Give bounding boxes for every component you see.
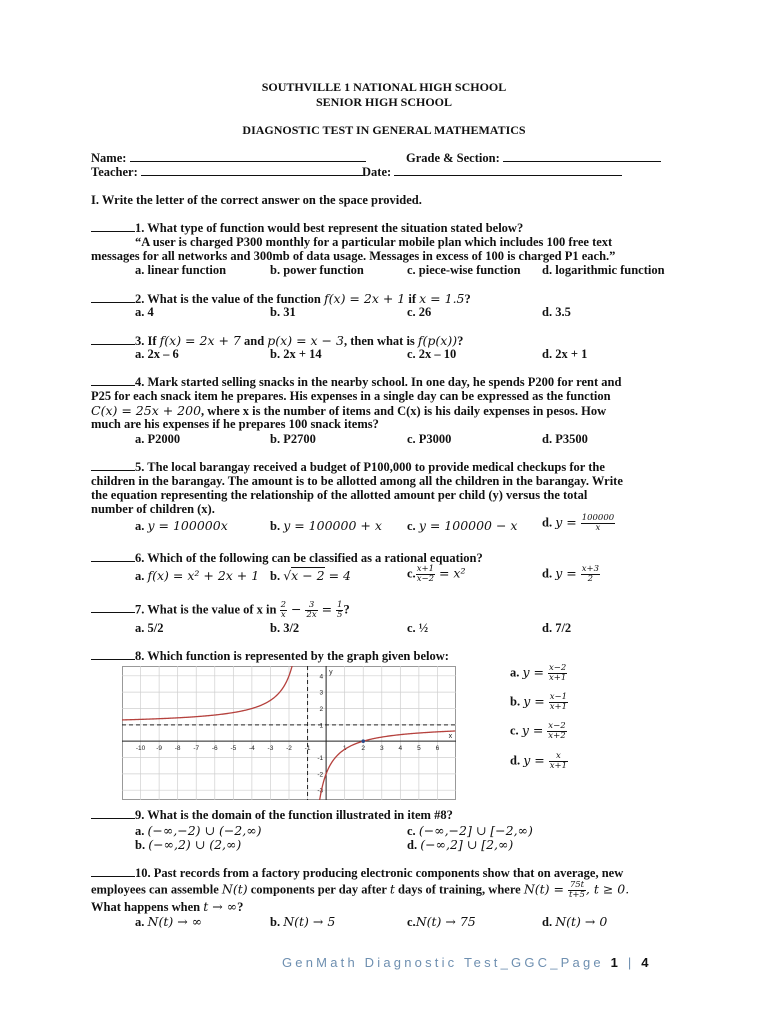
q7-option-c: c. ½ — [407, 621, 429, 635]
q7-option-a: a. 5/2 — [135, 621, 164, 635]
q4-option-c: c. P3000 — [407, 432, 452, 446]
q1-option-b: b. power function — [270, 263, 364, 277]
x-tick-label: -10 — [135, 745, 146, 753]
q3-f: f(x) = 2x + 7 — [159, 333, 241, 348]
q10-line-3: What happens when t → ∞? — [91, 899, 244, 914]
q4-line-4: much are his expenses if he prepares 100 snack items? — [91, 417, 379, 431]
q10-option-c: c.N(t) → 75 — [407, 914, 476, 929]
q9-option-d: d. (−∞,2] ∪ [2,∞) — [407, 837, 514, 852]
answer-blank-9[interactable] — [91, 818, 135, 819]
x-tick-label: -6 — [211, 745, 218, 753]
q6-stem: 6. Which of the following can be classified as a rational equation? — [135, 551, 483, 565]
x-tick-label: -7 — [193, 745, 200, 753]
q6-option-d: d. y = $\frac{x+3}{2}$ — [542, 564, 600, 584]
school-name: SOUTHVILLE 1 NATIONAL HIGH SCHOOL — [261, 80, 507, 94]
q4-line-3-rest: , where x is the number of items and C(x) is his daily expenses in pesos. How — [201, 404, 607, 418]
name-field[interactable] — [91, 151, 366, 166]
x-tick-label: -5 — [230, 745, 237, 753]
q5-option-b: b. y = 100000 + x — [270, 518, 382, 533]
question-5 — [91, 460, 605, 475]
q9-option-b: b. (−∞,2) ∪ (2,∞) — [135, 837, 242, 852]
q7-option-b: b. 3/2 — [270, 621, 300, 635]
q1-option-a: a. linear function — [135, 263, 227, 277]
q2-option-d: d. 3.5 — [542, 305, 571, 319]
q2-option-a: a. 4 — [135, 305, 154, 319]
teacher-field[interactable] — [91, 165, 363, 180]
x-tick-label: -8 — [174, 745, 181, 753]
q3-option-c: c. 2x – 10 — [407, 347, 457, 361]
q8-option-a: a. y = $\frac{x-2}{x+1}$ — [510, 663, 567, 683]
q3-option-a: a. 2x – 6 — [135, 347, 179, 361]
q4-line-1: 4. Mark started selling snacks in the nearby school. In one day, he spends P200 for rent and — [135, 375, 622, 389]
q10-line-1: 10. Past records from a factory producing electronic components show that on average, new — [135, 866, 624, 880]
q5-line-3: the equation representing the relationship of the allotted amount per child (y) versus the total — [91, 488, 588, 502]
q8-stem: 8. Which function is represented by the graph given below: — [135, 649, 449, 663]
q5-option-d: d. y = $\frac{100000}{x}$ — [542, 513, 615, 533]
q7-option-d: d. 7/2 — [542, 621, 572, 635]
q2-stem-mid: if — [405, 292, 420, 306]
answer-blank-2[interactable] — [91, 302, 135, 303]
grade-section-blank[interactable] — [503, 161, 661, 162]
q3-stem-end: ? — [457, 334, 464, 348]
q3-option-d: d. 2x + 1 — [542, 347, 588, 361]
y-tick-label: 2 — [319, 705, 324, 713]
grade-section-field[interactable] — [406, 151, 661, 166]
q5-option-a: a. y = 100000x — [135, 518, 228, 533]
q3-composition: f(p(x)) — [417, 333, 458, 348]
answer-blank-4[interactable] — [91, 385, 135, 386]
y-tick-label: 1 — [319, 722, 324, 730]
y-tick-label: 3 — [319, 689, 324, 697]
q5-option-c: c. y = 100000 − x — [407, 518, 518, 533]
x-tick-label: 4 — [398, 745, 403, 753]
answer-blank-3[interactable] — [91, 344, 135, 345]
y-axis-label: y — [329, 669, 333, 676]
x-tick-label: -4 — [248, 745, 255, 753]
q1-option-d: d. logarithmic function — [542, 263, 665, 277]
q9-stem: 9. What is the domain of the function illustrated in item #8? — [135, 808, 453, 822]
q9-option-a: a. (−∞,−2) ∪ (−2,∞) — [135, 823, 262, 838]
x-tick-label: 2 — [361, 745, 366, 753]
y-tick-label: 4 — [319, 673, 324, 681]
q1-option-c: c. piece-wise function — [407, 263, 521, 277]
q6-option-c: c. $\frac{x+1}{x-2}$ = x² — [407, 564, 466, 584]
name-label: Name: — [91, 151, 127, 165]
x-intercept-point — [361, 739, 365, 743]
q4-line-2: P25 for each snack item he prepares. His expenses in a single day can be expressed as the function — [91, 389, 611, 403]
name-blank[interactable] — [130, 161, 366, 162]
q4-option-a: a. P2000 — [135, 432, 181, 446]
q5-line-1: 5. The local barangay received a budget of P100,000 to provide medical checkups for the — [135, 460, 605, 474]
q1-stem: 1. What type of function would best represent the situation stated below? — [135, 221, 524, 235]
question-10 — [91, 866, 623, 881]
question-4 — [91, 375, 621, 390]
q3-option-b: b. 2x + 14 — [270, 347, 322, 361]
q5-line-2: children in the barangay. The amount is to be allotted among all the children in the barangay. Write — [91, 474, 623, 488]
q8-option-d: d. y = $\frac{x}{x+1}$ — [510, 751, 568, 771]
q2-stem: 2. What is the value of the function — [135, 292, 325, 306]
q8-option-c: c. y = $\frac{x-2}{x+2}$ — [510, 721, 566, 741]
x-tick-label: 5 — [417, 745, 421, 753]
x-tick-label: 6 — [435, 745, 440, 753]
grade-section-label: Grade & Section: — [406, 151, 500, 165]
instructions: I. Write the letter of the correct answer on the space provided. — [91, 193, 422, 207]
test-title: DIAGNOSTIC TEST IN GENERAL MATHEMATICS — [242, 123, 526, 137]
q4-cost-function: C(x) = 25x + 200 — [91, 403, 202, 418]
answer-blank-5[interactable] — [91, 470, 135, 471]
x-tick-label: -1 — [304, 745, 311, 753]
answer-blank-7[interactable] — [91, 612, 135, 613]
q2-function: f(x) = 2x + 1 — [324, 291, 406, 306]
x-tick-label: -9 — [156, 745, 163, 753]
q2-x-value: x = 1.5 — [419, 291, 465, 306]
question-1 — [91, 221, 523, 236]
q10-line-2: employees can assemble N(t) components per day after t days of training, where N(t) = $\frac{75t}{t+5}$ , t ≥ 0. — [91, 880, 630, 900]
q4-option-d: d. P3500 — [542, 432, 588, 446]
teacher-blank[interactable] — [141, 175, 363, 176]
q2-option-b: b. 31 — [270, 305, 296, 319]
answer-blank-6[interactable] — [91, 561, 135, 562]
question-7: 7. What is the value of x in $\frac{2}{x}$ − $\frac{3}{2x}$ = $\frac{1}{5}$ ? — [91, 601, 350, 620]
q3-stem-mid: , then what is — [343, 334, 418, 348]
q10-option-a: a. N(t) → ∞ — [135, 914, 203, 929]
q1-quote-line-1: “A user is charged P300 monthly for a particular mobile plan which includes 100 free text — [135, 235, 613, 249]
y-tick-label: -3 — [317, 787, 324, 795]
answer-blank-8[interactable] — [91, 659, 135, 660]
department-name: SENIOR HIGH SCHOOL — [315, 95, 453, 109]
q3-and: and — [240, 334, 268, 348]
y-tick-label: -2 — [317, 771, 324, 779]
date-blank[interactable] — [394, 175, 622, 176]
q5-line-4: number of children (x). — [91, 502, 215, 516]
x-tick-label: -3 — [267, 745, 274, 753]
q6-option-b: b. √x − 2 = 4 — [270, 568, 351, 583]
date-label: Date: — [362, 165, 392, 179]
q10-option-b: b. N(t) → 5 — [270, 914, 336, 929]
q6-option-a: a. f(x) = x² + 2x + 1 — [135, 568, 260, 583]
q8-option-b: b. y = $\frac{x-1}{x+1}$ — [510, 692, 568, 712]
answer-blank-1[interactable] — [91, 231, 135, 232]
q8-function-graph — [122, 666, 456, 800]
answer-blank-10[interactable] — [91, 876, 135, 877]
x-tick-label: 1 — [342, 745, 347, 753]
q2-option-c: c. 26 — [407, 305, 432, 319]
q2-stem-end: ? — [464, 292, 471, 306]
x-tick-label: 3 — [379, 745, 384, 753]
question-9 — [91, 808, 453, 823]
q3-p: p(x) = x − 3 — [267, 333, 344, 348]
q1-quote-line-2: messages for all networks and 300mb of data usage. Messages in excess of 100 is charged P1 each.” — [91, 249, 616, 263]
q4-option-b: b. P2700 — [270, 432, 316, 446]
x-axis-label: x — [448, 733, 453, 741]
page-footer: GenMath Diagnostic Test_GGC_Page 1 | 4 — [282, 955, 652, 970]
y-tick-label: -1 — [317, 755, 324, 763]
q10-option-d: d. N(t) → 0 — [542, 914, 608, 929]
q9-option-c: c. (−∞,−2] ∪ [−2,∞) — [407, 823, 533, 838]
question-8 — [91, 649, 449, 664]
q3-stem: 3. If — [135, 334, 160, 348]
x-tick-label: -2 — [286, 745, 292, 753]
date-field[interactable] — [362, 165, 622, 180]
q7-stem: 7. What is the value of x in — [135, 602, 280, 617]
teacher-label: Teacher: — [91, 165, 138, 179]
